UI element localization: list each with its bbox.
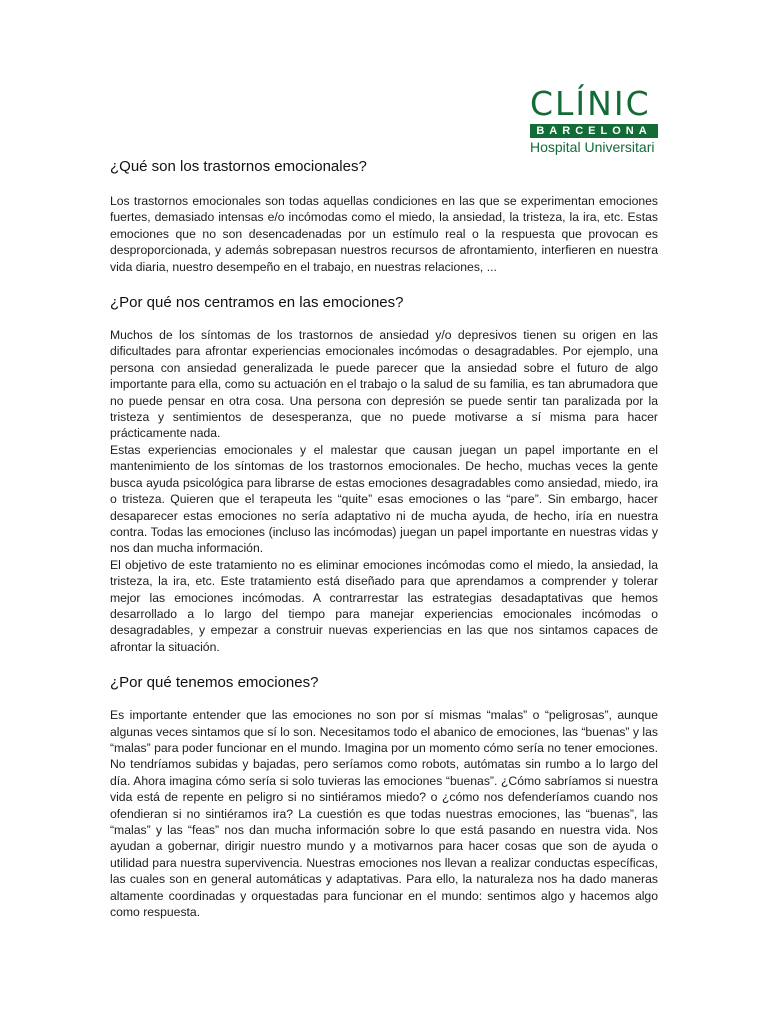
paragraph: Muchos de los síntomas de los trastornos de ansiedad y/o depresivos tienen su origen en las dificultades para afrontar experiencias emocionales incómodas o desagradables. Por ejemplo, una persona con ansiedad generalizada le puede parecer que la ansiedad sobre el futuro de algo importante para ella, como su actuación en el trabajo o la salud de su familia, es tan abrumadora que no puede pensar en otra cosa. Una persona con depresión se puede sentir tan paralizada por la tristeza y sentimientos de desesperanza, que no puede motivarse a sí misma para hacer prácticamente nada.: [110, 328, 658, 441]
paragraph: Es importante entender que las emociones no son por sí mismas “malas” o “peligrosas”, aunque algunas veces sintamos que sí lo son. Necesitamos todo el abanico de emociones, las “buenas” y las “malas” para poder funcionar en el mundo. Imagina por un momento cómo sería no tener emociones. No tendríamos subidas y bajadas, pero seríamos como robots, autómatas sin rumbo a lo largo del día. Ahora imagina cómo sería si solo tuvieras las emociones “buenas”. ¿Cómo sabríamos si nuestra vida está de repente en peligro si no sintiéramos miedo? o ¿cómo nos defenderíamos cuando nos ofendieran si no sintiéramos ira? La cuestión es que todas nuestras emociones, las “buenas”, las “malas” y las “feas” nos dan mucha información sobre lo que está pasando en nuestra vida. Nos ayudan a gobernar, dirigir nuestro mundo y a motivarnos para hacer cosas que son de ayuda o utilidad para nuestra supervivencia. Nuestras emociones nos llevan a realizar conductas específicas, las cuales son en general automáticas y adaptativas. Para ello, la naturaleza nos ha dado maneras altamente coordinadas y orquestadas para funcionar en el mundo: sentimos algo y hacemos algo como respuesta.: [110, 708, 658, 920]
paragraph: El objetivo de este tratamiento no es eliminar emociones incómodas como el miedo, la ansiedad, la tristeza, la ira, etc. Este tratamiento está diseñado para que aprendamos a comprender y tolerar mejor las emociones incómodas. A contrarrestar las estrategias desadaptativas que hemos desarrollado a lo largo del tiempo para manejar experiencias emocionales incómodas o desagradables, y empezar a construir nuevas experiencias en las que nos sintamos capaces de afrontar la situación.: [110, 557, 658, 654]
section-heading: ¿Por qué tenemos emociones?: [110, 674, 319, 692]
section-trastornos: [110, 157, 658, 275]
section-heading: ¿Por qué nos centramos en las emociones?: [110, 294, 404, 312]
logo-subtitle: Hospital Universitari: [530, 139, 655, 155]
logo-bar: BARCELONA: [530, 124, 658, 138]
paragraph: Los trastornos emocionales son todas aquellas condiciones en las que se experimentan emociones fuertes, demasiado intensas e/o incómodas como el miedo, la ansiedad, la tristeza, la ira, etc. Estas emociones que no son desencadenadas por un estímulo real o la respuesta que provocan es desproporcionada, y además sobrepasan nuestros recursos de afrontamiento, interfieren en nuestra vida diaria, nuestro desempeño en el trabajo, en nuestras relaciones, ...: [110, 194, 658, 274]
hospital-logo: [530, 86, 658, 155]
section-por-que-emociones: [110, 673, 658, 920]
document-body: [110, 157, 658, 938]
paragraph: Estas experiencias emocionales y el malestar que causan juegan un papel importante en el mantenimiento de los síntomas de los trastornos emocionales. De hecho, muchas veces la gente busca ayuda psicológica para librarse de estas emociones desagradables como ansiedad, miedo, ira o tristeza. Quieren que el terapeuta les “quite” esas emociones o las “pare”. Sin embargo, hacer desaparecer estas emociones no sería adaptativo ni de mucha ayuda, de hecho, iría en nuestra contra. Todas las emociones (incluso las incómodas) juegan un papel importante en nuestras vidas y nos dan mucha información.: [110, 442, 658, 556]
section-heading: ¿Qué son los trastornos emocionales?: [110, 158, 367, 175]
logo-title: CLÍNIC: [530, 84, 651, 123]
section-emociones: [110, 293, 658, 655]
